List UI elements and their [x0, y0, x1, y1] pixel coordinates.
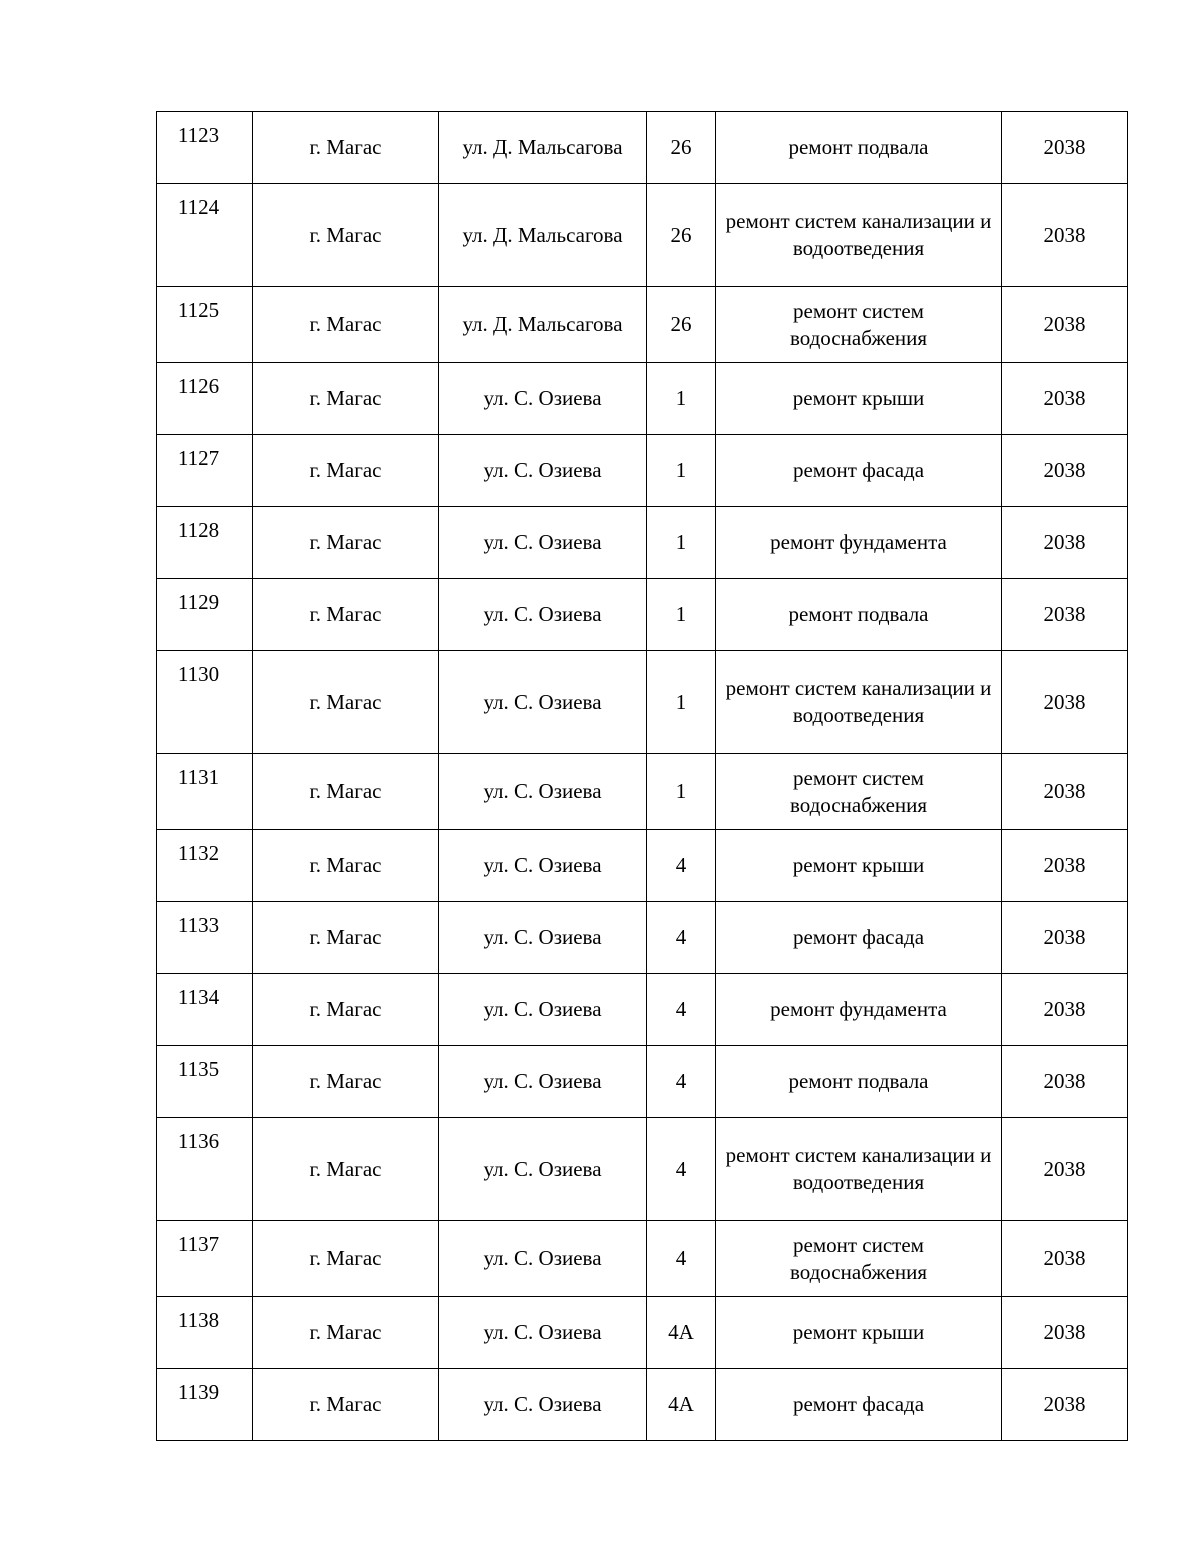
year-cell: 2038: [1002, 754, 1128, 830]
row-number: 1125: [157, 287, 253, 363]
year-cell: 2038: [1002, 902, 1128, 974]
house-cell: 1: [647, 579, 716, 651]
city-cell: г. Магас: [253, 112, 439, 184]
row-number: 1123: [157, 112, 253, 184]
city-cell: г. Магас: [253, 651, 439, 754]
city-cell: г. Магас: [253, 754, 439, 830]
house-cell: 4: [647, 902, 716, 974]
work-type-cell: ремонт систем водоснабжения: [716, 1221, 1002, 1297]
house-cell: 4А: [647, 1297, 716, 1369]
street-cell: ул. Д. Мальсагова: [439, 184, 647, 287]
house-cell: 1: [647, 754, 716, 830]
row-number: 1128: [157, 507, 253, 579]
year-cell: 2038: [1002, 112, 1128, 184]
work-type-cell: ремонт крыши: [716, 830, 1002, 902]
table-row: [157, 435, 1128, 507]
street-cell: ул. С. Озиева: [439, 1221, 647, 1297]
city-cell: г. Магас: [253, 184, 439, 287]
row-number: 1127: [157, 435, 253, 507]
city-cell: г. Магас: [253, 1118, 439, 1221]
work-type-cell: ремонт фундамента: [716, 974, 1002, 1046]
house-cell: 26: [647, 287, 716, 363]
year-cell: 2038: [1002, 1297, 1128, 1369]
repair-schedule-table: [156, 111, 1128, 1441]
house-cell: 26: [647, 112, 716, 184]
table-row: [157, 1221, 1128, 1297]
year-cell: 2038: [1002, 363, 1128, 435]
city-cell: г. Магас: [253, 830, 439, 902]
year-cell: 2038: [1002, 579, 1128, 651]
table-row: [157, 1118, 1128, 1221]
year-cell: 2038: [1002, 651, 1128, 754]
table-row: [157, 507, 1128, 579]
year-cell: 2038: [1002, 974, 1128, 1046]
house-cell: 4: [647, 1046, 716, 1118]
work-type-cell: ремонт фасада: [716, 435, 1002, 507]
year-cell: 2038: [1002, 287, 1128, 363]
house-cell: 1: [647, 651, 716, 754]
table-row: [157, 1369, 1128, 1441]
table-row: [157, 579, 1128, 651]
table-row: [157, 651, 1128, 754]
house-cell: 4А: [647, 1369, 716, 1441]
table-row: [157, 363, 1128, 435]
street-cell: ул. С. Озиева: [439, 363, 647, 435]
row-number: 1136: [157, 1118, 253, 1221]
year-cell: 2038: [1002, 830, 1128, 902]
row-number: 1139: [157, 1369, 253, 1441]
row-number: 1129: [157, 579, 253, 651]
street-cell: ул. С. Озиева: [439, 974, 647, 1046]
year-cell: 2038: [1002, 1046, 1128, 1118]
city-cell: г. Магас: [253, 974, 439, 1046]
work-type-cell: ремонт систем канализации и водоотведения: [716, 651, 1002, 754]
street-cell: ул. С. Озиева: [439, 902, 647, 974]
work-type-cell: ремонт фасада: [716, 902, 1002, 974]
street-cell: ул. С. Озиева: [439, 507, 647, 579]
table-row: [157, 287, 1128, 363]
work-type-cell: ремонт крыши: [716, 363, 1002, 435]
row-number: 1134: [157, 974, 253, 1046]
street-cell: ул. С. Озиева: [439, 579, 647, 651]
city-cell: г. Магас: [253, 287, 439, 363]
city-cell: г. Магас: [253, 507, 439, 579]
city-cell: г. Магас: [253, 902, 439, 974]
street-cell: ул. С. Озиева: [439, 1369, 647, 1441]
row-number: 1124: [157, 184, 253, 287]
house-cell: 4: [647, 1221, 716, 1297]
work-type-cell: ремонт крыши: [716, 1297, 1002, 1369]
city-cell: г. Магас: [253, 579, 439, 651]
house-cell: 1: [647, 363, 716, 435]
house-cell: 4: [647, 1118, 716, 1221]
work-type-cell: ремонт систем канализации и водоотведения: [716, 1118, 1002, 1221]
row-number: 1135: [157, 1046, 253, 1118]
house-cell: 4: [647, 974, 716, 1046]
city-cell: г. Магас: [253, 363, 439, 435]
year-cell: 2038: [1002, 1221, 1128, 1297]
row-number: 1133: [157, 902, 253, 974]
year-cell: 2038: [1002, 507, 1128, 579]
work-type-cell: ремонт подвала: [716, 112, 1002, 184]
street-cell: ул. С. Озиева: [439, 1297, 647, 1369]
year-cell: 2038: [1002, 1118, 1128, 1221]
table-row: [157, 1046, 1128, 1118]
street-cell: ул. С. Озиева: [439, 1046, 647, 1118]
street-cell: ул. С. Озиева: [439, 435, 647, 507]
year-cell: 2038: [1002, 435, 1128, 507]
house-cell: 4: [647, 830, 716, 902]
table-row: [157, 754, 1128, 830]
table-row: [157, 902, 1128, 974]
street-cell: ул. С. Озиева: [439, 1118, 647, 1221]
work-type-cell: ремонт подвала: [716, 579, 1002, 651]
row-number: 1132: [157, 830, 253, 902]
work-type-cell: ремонт систем канализации и водоотведения: [716, 184, 1002, 287]
city-cell: г. Магас: [253, 1297, 439, 1369]
table-row: [157, 830, 1128, 902]
house-cell: 1: [647, 507, 716, 579]
street-cell: ул. С. Озиева: [439, 754, 647, 830]
street-cell: ул. Д. Мальсагова: [439, 287, 647, 363]
city-cell: г. Магас: [253, 435, 439, 507]
work-type-cell: ремонт систем водоснабжения: [716, 754, 1002, 830]
row-number: 1130: [157, 651, 253, 754]
year-cell: 2038: [1002, 1369, 1128, 1441]
year-cell: 2038: [1002, 184, 1128, 287]
row-number: 1126: [157, 363, 253, 435]
city-cell: г. Магас: [253, 1221, 439, 1297]
row-number: 1137: [157, 1221, 253, 1297]
table-row: [157, 974, 1128, 1046]
house-cell: 26: [647, 184, 716, 287]
work-type-cell: ремонт систем водоснабжения: [716, 287, 1002, 363]
table-row: [157, 1297, 1128, 1369]
street-cell: ул. С. Озиева: [439, 830, 647, 902]
table-row: [157, 184, 1128, 287]
work-type-cell: ремонт фасада: [716, 1369, 1002, 1441]
work-type-cell: ремонт подвала: [716, 1046, 1002, 1118]
work-type-cell: ремонт фундамента: [716, 507, 1002, 579]
city-cell: г. Магас: [253, 1046, 439, 1118]
row-number: 1131: [157, 754, 253, 830]
house-cell: 1: [647, 435, 716, 507]
table-row: [157, 112, 1128, 184]
row-number: 1138: [157, 1297, 253, 1369]
city-cell: г. Магас: [253, 1369, 439, 1441]
street-cell: ул. Д. Мальсагова: [439, 112, 647, 184]
street-cell: ул. С. Озиева: [439, 651, 647, 754]
